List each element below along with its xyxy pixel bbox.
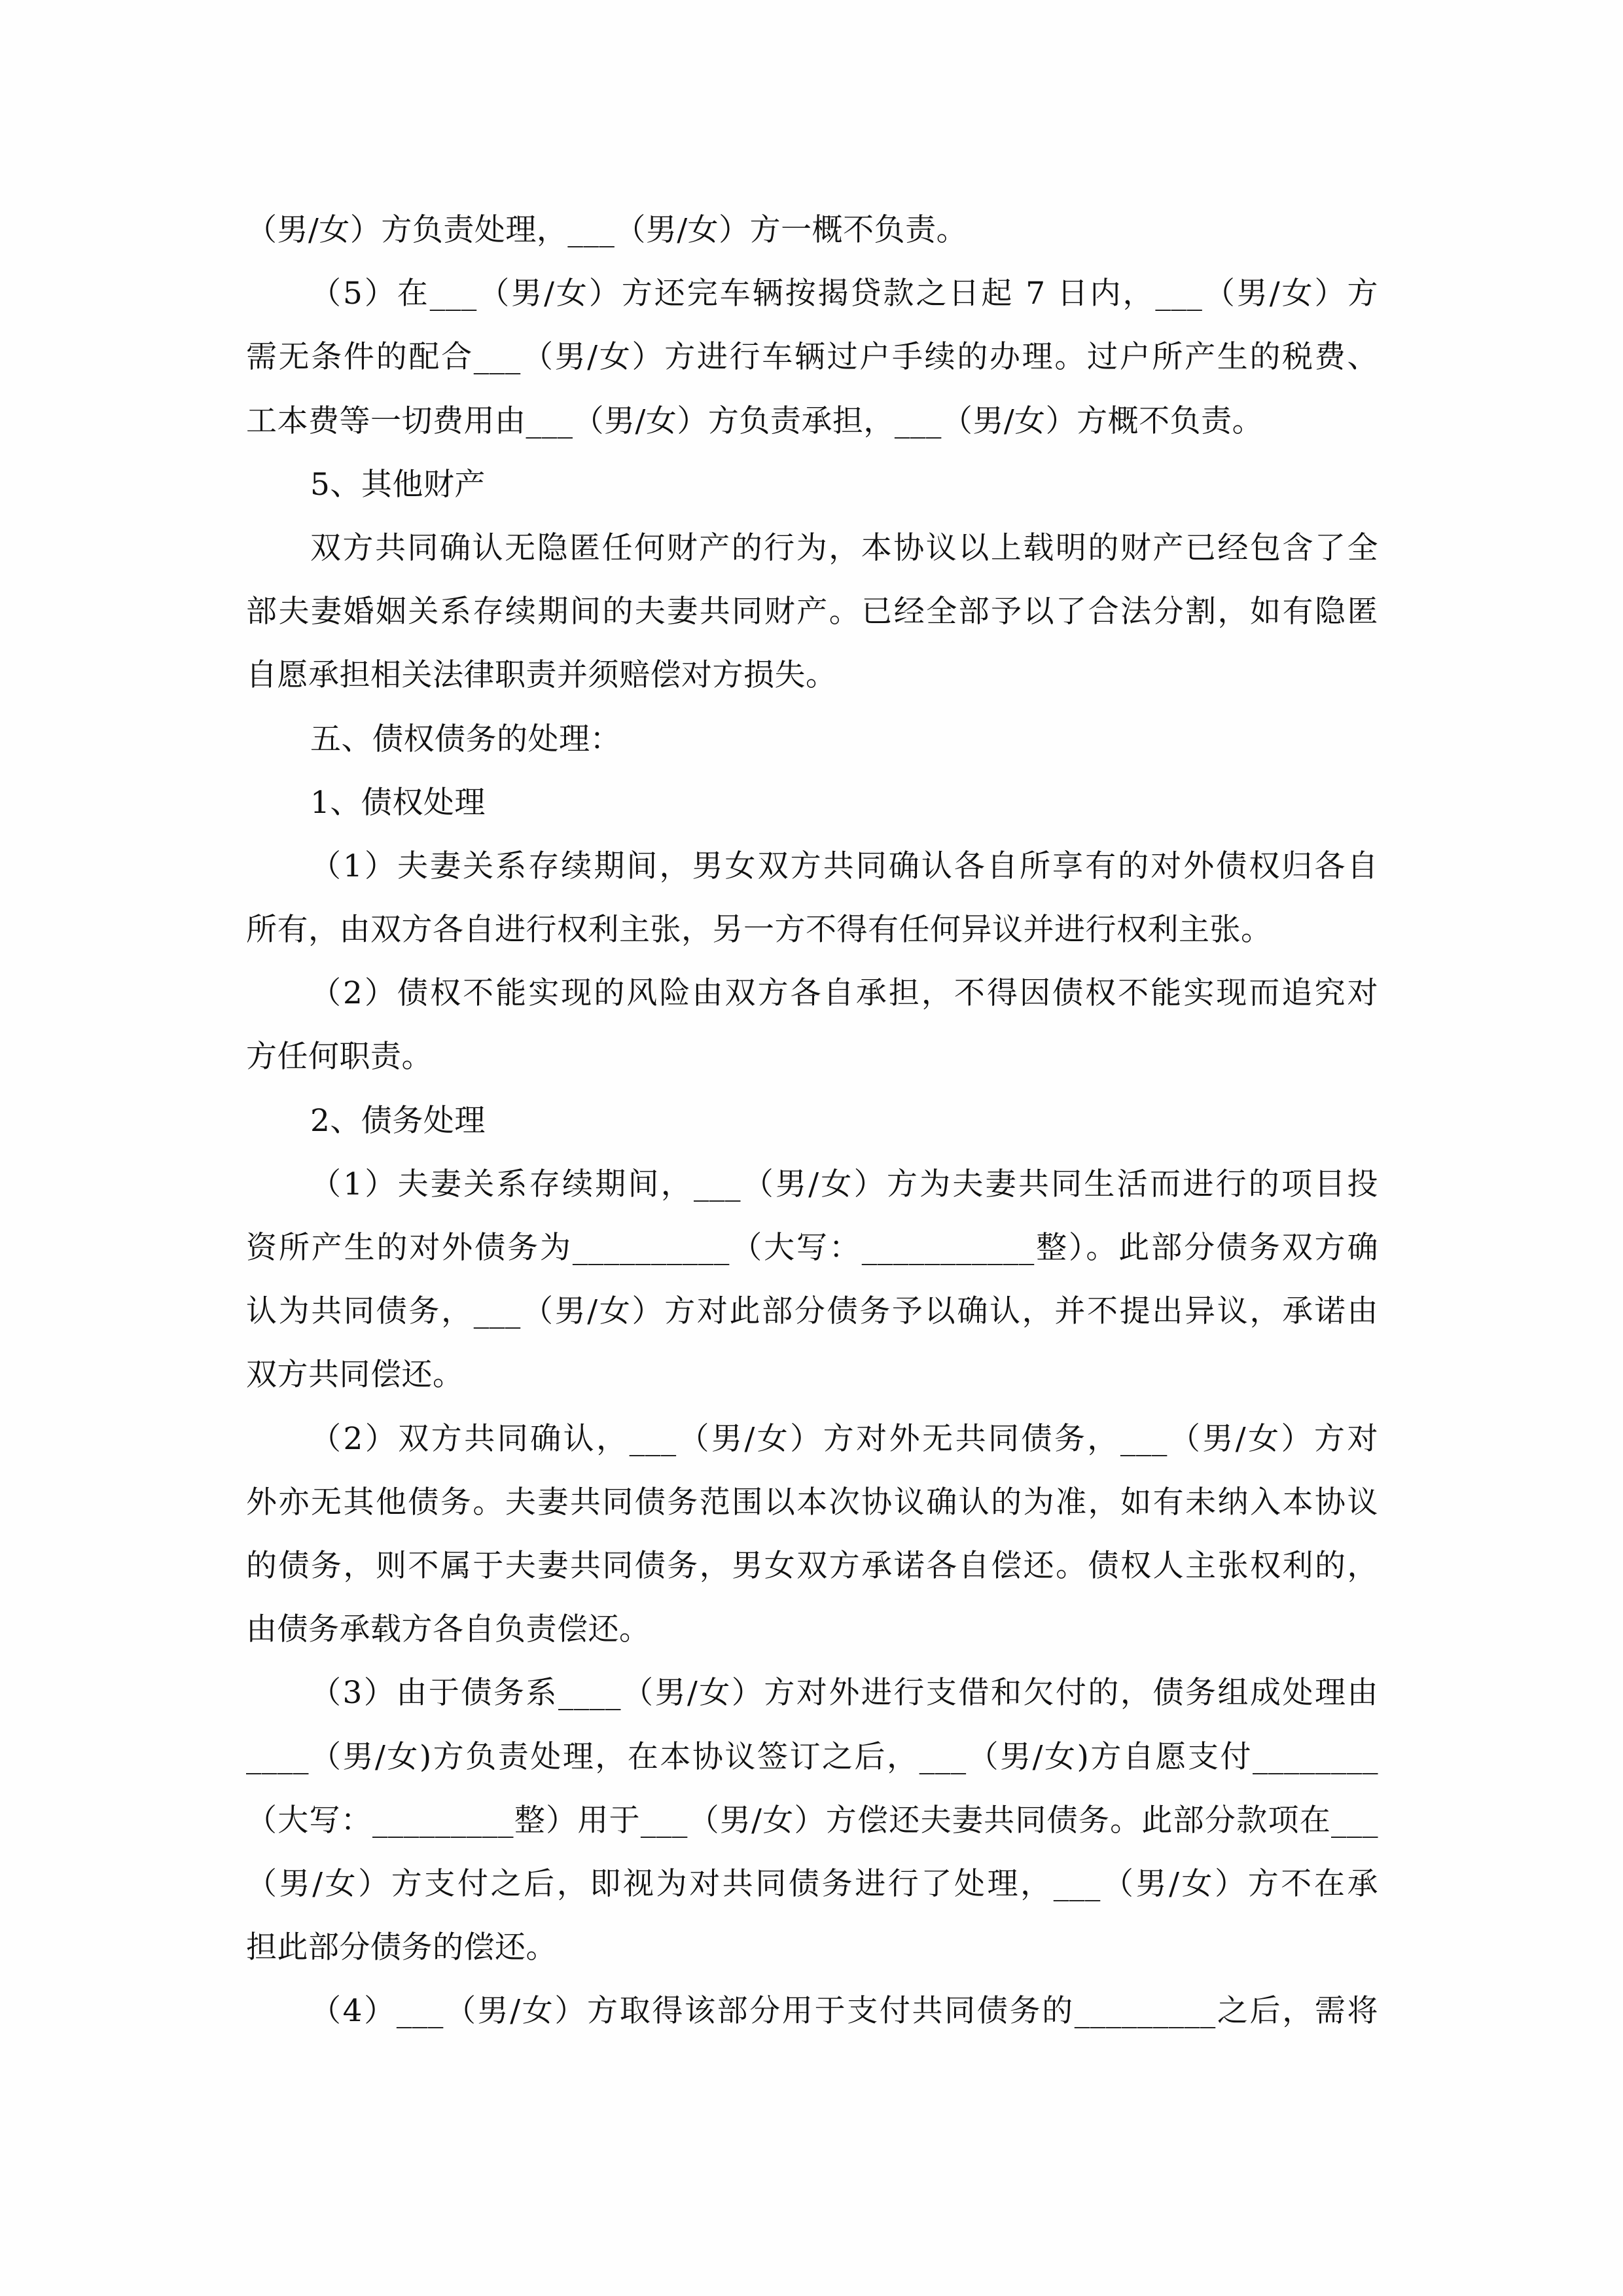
text-line: 资所产生的对外债务为__________（大写：___________整）。此部分债务双方确 [246, 1230, 1378, 1266]
paragraph-start: 双方共同确认无隐匿任何财产的行为，本协议以上载明的财产已经包含了全 [310, 529, 1378, 566]
text-line: ____（男/女)方负责处理，在本协议签订之后，___（男/女)方自愿支付________ [246, 1738, 1378, 1775]
text-line: 工本费等一切费用由___（男/女）方负责承担，___（男/女）方概不负责。 [246, 403, 1264, 439]
clause-1-debts: （1）夫妻关系存续期间，___（男/女）方为夫妻共同生活而进行的项目投 [310, 1166, 1378, 1202]
text-line: 担此部分债务的偿还。 [246, 1929, 557, 1966]
text-line: （大写：_________整）用于___（男/女）方偿还夫妻共同债务。此部分款项在___ [246, 1802, 1378, 1839]
text-line: 外亦无其他债务。夫妻共同债务范围以本次协议确认的为准，如有未纳入本协议 [246, 1484, 1378, 1520]
section-heading-debts: 五、债权债务的处理： [310, 721, 621, 757]
text-line: 需无条件的配合___（男/女）方进行车辆过户手续的办理。过户所产生的税费、 [246, 339, 1378, 376]
subsection-heading-debts: 2、债务处理 [310, 1102, 486, 1139]
text-line: 认为共同债务，___（男/女）方对此部分债务予以确认，并不提出异议，承诺由 [246, 1293, 1378, 1330]
clause-2-debts: （2）双方共同确认，___（男/女）方对外无共同债务，___（男/女）方对 [310, 1420, 1378, 1457]
text-line: 所有，由双方各自进行权利主张，另一方不得有任何异议并进行权利主张。 [246, 912, 1272, 948]
clause-5-vehicle-transfer: （5）在___（男/女）方还完车辆按揭贷款之日起 7 日内，___（男/女）方 [310, 276, 1378, 312]
text-line: 部夫妻婚姻关系存续期间的夫妻共同财产。已经全部予以了合法分割，如有隐匿 [246, 594, 1378, 630]
subsection-heading-claims: 1、债权处理 [310, 784, 486, 821]
text-line: 方任何职责。 [246, 1039, 433, 1075]
text-line: （男/女）方负责处理，___（男/女）方一概不负责。 [246, 212, 968, 248]
text-line: 自愿承担相关法律职责并须赔偿对方损失。 [246, 657, 837, 694]
section-heading-other-property: 5、其他财产 [310, 466, 486, 503]
clause-3-debts: （3）由于债务系____（男/女）方对外进行支借和欠付的，债务组成处理由 [310, 1675, 1378, 1712]
text-line: （男/女）方支付之后，即视为对共同债务进行了处理，___（男/女）方不在承 [246, 1865, 1378, 1902]
text-line: 双方共同偿还。 [246, 1357, 464, 1393]
text-line: 的债务，则不属于夫妻共同债务，男女双方承诺各自偿还。债权人主张权利的， [246, 1547, 1378, 1584]
clause-2-claims: （2）债权不能实现的风险由双方各自承担，不得因债权不能实现而追究对 [310, 975, 1378, 1012]
clause-1-claims: （1）夫妻关系存续期间，男女双方共同确认各自所享有的对外债权归各自 [310, 848, 1378, 884]
clause-4-debts: （4）___（男/女）方取得该部分用于支付共同债务的_________之后，需将 [310, 1993, 1378, 2030]
document-body [246, 204, 1378, 2049]
text-line: 由债务承载方各自负责偿还。 [246, 1611, 651, 1648]
